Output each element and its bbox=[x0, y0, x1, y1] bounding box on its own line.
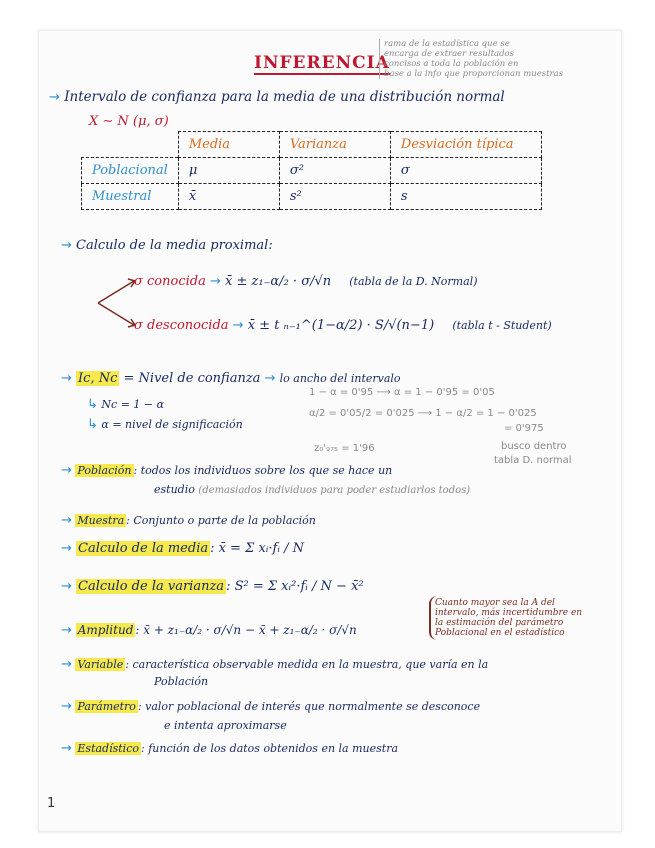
def-calc-media-term: Calculo de la media bbox=[78, 541, 209, 556]
calc-line: z₀'₉₇₅ = 1'96 bbox=[314, 443, 375, 454]
calc-line: busco dentro bbox=[501, 441, 567, 452]
table-cell: s² bbox=[279, 184, 390, 210]
def-variable-cont: Población bbox=[154, 675, 209, 688]
calc-line: 1 − α = 0'95 ⟶ α = 1 − 0'95 = 0'05 bbox=[309, 387, 495, 398]
def-amplitud-term: Amplitud bbox=[77, 623, 134, 637]
page-title: INFERENCIA bbox=[254, 53, 390, 73]
alpha-definition bbox=[87, 417, 243, 432]
def-poblacion-cont bbox=[154, 483, 470, 496]
calc-line: = 0'975 bbox=[504, 423, 544, 434]
title-note-line: base a la info que proporcionan muestras bbox=[384, 69, 564, 79]
table-row bbox=[82, 158, 542, 184]
sigma-known bbox=[134, 274, 477, 289]
arrow-icon: → bbox=[61, 699, 72, 714]
ic-then: lo ancho del intervalo bbox=[279, 372, 401, 385]
sigma-unknown bbox=[134, 318, 552, 333]
media-proximal-text: Calculo de la media proximal: bbox=[76, 238, 273, 253]
arrow-icon: → bbox=[61, 657, 72, 672]
sigma-known-formula: x̄ ± z₁₋α/₂ · σ/√n bbox=[225, 274, 332, 289]
def-poblacion-aside: (demasiados individuos para poder estudiarlos todos) bbox=[198, 485, 471, 496]
amplitud-note-line: la estimación del parámetro bbox=[435, 618, 564, 628]
sigma-known-label: σ conocida bbox=[134, 274, 206, 289]
def-calc-varianza-term: Calculo de la varianza bbox=[78, 579, 225, 594]
def-poblacion-term: Población bbox=[77, 464, 132, 477]
title-note-line: concisos a toda la población en bbox=[384, 59, 519, 69]
media-proximal-heading bbox=[61, 238, 273, 253]
table-header: Media bbox=[178, 132, 279, 158]
ic-text: = Nivel de confianza bbox=[123, 371, 261, 386]
def-muestra bbox=[61, 513, 316, 528]
arrow-icon: → bbox=[232, 318, 244, 333]
nc-definition-text: Nc = 1 − α bbox=[101, 398, 165, 411]
arrow-icon: ↳ bbox=[87, 397, 98, 412]
table-row bbox=[82, 184, 542, 210]
arrow-icon: → bbox=[61, 513, 72, 528]
amplitud-note-line: intervalo, más incertidumbre en bbox=[435, 608, 583, 618]
arrow-icon: → bbox=[61, 371, 72, 386]
def-estadistico-term: Estadístico bbox=[77, 742, 139, 755]
arrow-icon: → bbox=[49, 90, 60, 105]
def-parametro bbox=[61, 699, 480, 714]
calc-line: α/2 = 0'05/2 = 0'025 ⟶ 1 − α/2 = 1 − 0'025 bbox=[309, 408, 537, 419]
def-parametro-term: Parámetro bbox=[77, 700, 136, 713]
table-cell: σ bbox=[390, 158, 541, 184]
amplitud-note-line: Poblacional en el estadístico bbox=[435, 628, 565, 638]
arrow-icon: → bbox=[61, 623, 72, 638]
sigma-known-note: (tabla de la D. Normal) bbox=[349, 275, 478, 288]
notebook-page bbox=[38, 30, 622, 832]
arrow-icon: → bbox=[61, 238, 72, 253]
def-variable-text: : característica observable medida en la muestra, que varía en la bbox=[125, 658, 489, 671]
def-amplitud-formula: : x̄ + z₁₋α/₂ · σ/√n − x̄ + z₁₋α/₂ · σ/√n bbox=[135, 623, 357, 637]
table-header: Desviación típica bbox=[390, 132, 541, 158]
table-cell: σ² bbox=[279, 158, 390, 184]
table-row-label: Muestral bbox=[82, 184, 179, 210]
amplitud-note bbox=[429, 596, 589, 640]
title-note-line: rama de la estadística que se bbox=[384, 39, 510, 49]
arrow-icon: → bbox=[209, 274, 221, 289]
page-number: 1 bbox=[47, 796, 56, 811]
def-calc-varianza bbox=[61, 579, 364, 594]
title-note bbox=[379, 39, 584, 79]
arrow-icon: → bbox=[61, 463, 72, 478]
table-cell: x̄ bbox=[178, 184, 279, 210]
ic-line bbox=[61, 371, 401, 386]
arrow-icon: ↳ bbox=[87, 417, 98, 432]
def-variable bbox=[61, 657, 488, 672]
def-muestra-text: : Conjunto o parte de la población bbox=[126, 514, 316, 527]
table-row-label: Poblacional bbox=[82, 158, 179, 184]
ic-term: Ic, Nc bbox=[78, 371, 118, 386]
def-calc-varianza-formula: : S² = Σ xᵢ²·fᵢ / N − x̄² bbox=[226, 579, 364, 594]
arrow-icon: → bbox=[61, 541, 72, 556]
def-poblacion bbox=[61, 463, 392, 478]
sigma-unknown-note: (tabla t - Student) bbox=[452, 319, 552, 332]
def-parametro-cont: e intenta aproximarse bbox=[164, 719, 287, 732]
def-muestra-term: Muestra bbox=[77, 514, 125, 527]
def-variable-term: Variable bbox=[77, 658, 124, 671]
amplitud-note-line: Cuanto mayor sea la A del bbox=[435, 598, 555, 608]
def-calc-media-formula: : x̄ = Σ xᵢ·fᵢ / N bbox=[210, 541, 304, 556]
title-note-line: encarga de extraer resultados bbox=[384, 49, 514, 59]
def-calc-media bbox=[61, 541, 304, 556]
sigma-unknown-label: σ desconocida bbox=[134, 318, 229, 333]
def-amplitud bbox=[61, 623, 357, 638]
alpha-definition-text: α = nivel de significación bbox=[101, 418, 243, 431]
arrow-icon: → bbox=[264, 371, 276, 386]
table-header: Varianza bbox=[279, 132, 390, 158]
arrow-icon: → bbox=[61, 741, 72, 756]
sigma-unknown-formula: x̄ ± t ₙ₋₁^(1−α/2) · S/√(n−1) bbox=[247, 318, 435, 333]
def-estadistico-text: : función de los datos obtenidos en la muestra bbox=[141, 742, 399, 755]
arrow-icon: → bbox=[61, 579, 72, 594]
distribution: X ∼ N (μ, σ) bbox=[89, 114, 169, 129]
calc-line: tabla D. normal bbox=[494, 455, 572, 466]
table-header-row bbox=[82, 132, 542, 158]
def-estadistico bbox=[61, 741, 398, 756]
table-cell: μ bbox=[178, 158, 279, 184]
def-poblacion-text-2: estudio bbox=[154, 483, 195, 496]
def-parametro-text: : valor poblacional de interés que normalmente se desconoce bbox=[137, 700, 481, 713]
table-cell: s bbox=[390, 184, 541, 210]
params-table bbox=[81, 131, 542, 210]
table-corner bbox=[82, 132, 179, 158]
ci-heading-text: Intervalo de confianza para la media de una distribución normal bbox=[64, 89, 505, 105]
ci-heading bbox=[49, 89, 505, 105]
def-poblacion-text: : todos los individuos sobre los que se hace un bbox=[133, 464, 393, 477]
nc-definition bbox=[87, 397, 164, 412]
